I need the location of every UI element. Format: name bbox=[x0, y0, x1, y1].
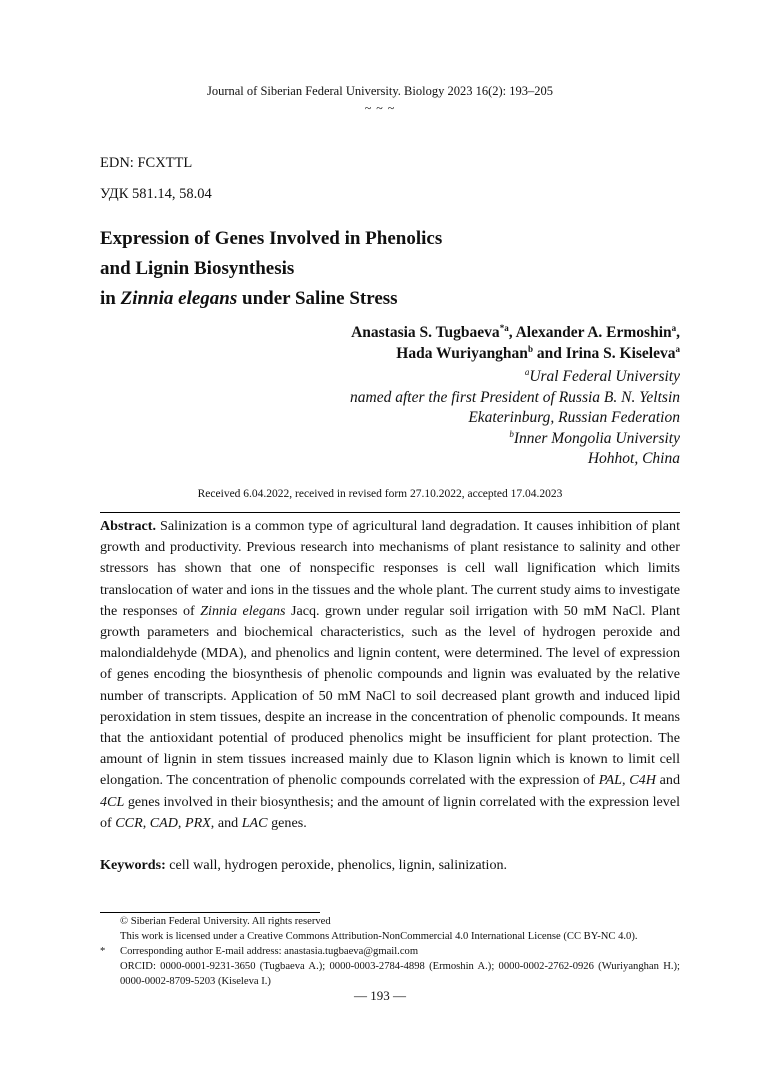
title-line-1: Expression of Genes Involved in Phenolics bbox=[100, 228, 443, 249]
abstract-paragraph bbox=[100, 516, 680, 834]
abstract-text: and bbox=[655, 772, 681, 789]
author-superscript: b bbox=[527, 343, 533, 354]
title-species: Zinnia elegans bbox=[120, 288, 238, 309]
author-name: Irina S. Kiseleva bbox=[565, 344, 676, 362]
journal-header: Journal of Siberian Federal University. Biology 2023 16(2): 193–205 bbox=[206, 84, 553, 98]
footnote-corresponding bbox=[100, 944, 680, 959]
abstract-text: , bbox=[177, 814, 185, 831]
keywords bbox=[100, 855, 680, 876]
author-superscript: a bbox=[675, 343, 680, 354]
keywords-label: Keywords: bbox=[100, 857, 166, 873]
footnote-text: Corresponding author E-mail address: anastasia.tugbaeva@gmail.com bbox=[120, 946, 419, 957]
abstract-text: Salinization is a common type of agricultural land degradation. It causes inhibition of plant growth and productivity. Previous research into mechanisms of plant resistance to salinity and other stressors has shown that one of nonspecific responses is cell wall lignification which limits translocation of water and ions in the tissues and the whole plant. The current study aims to investigate the responses of bbox=[100, 518, 680, 619]
author-separator: , bbox=[676, 324, 680, 341]
abstract-text: , and bbox=[210, 814, 242, 831]
title-line-2: and Lignin Biosynthesis bbox=[100, 258, 295, 279]
received-dates: Received 6.04.2022, received in revised form 27.10.2022, accepted 17.04.2023 bbox=[197, 488, 563, 500]
author-name: Anastasia S. Tugbaeva bbox=[351, 324, 500, 341]
affiliation-text: Inner Mongolia University bbox=[513, 429, 680, 447]
author-list bbox=[351, 323, 680, 364]
footnote-copyright: © Siberian Federal University. All rights reserved bbox=[120, 916, 331, 927]
gene-name: 4CL bbox=[100, 793, 125, 810]
authors-line-2 bbox=[351, 344, 680, 365]
abstract-text: , bbox=[142, 814, 150, 831]
affiliations bbox=[350, 367, 680, 470]
title-line-3 bbox=[100, 284, 442, 314]
keywords-text: cell wall, hydrogen peroxide, phenolics, lignin, salinization. bbox=[165, 857, 508, 873]
footnote-orcid: ORCID: 0000-0001-9231-3650 (Tugbaeva A.); 0000-0003-2784-4898 (Ermoshin A.); 0000-0002-2762-0926 (Wuriyanghan H.); 0000-0002-8709-5203 (Kiseleva I.) bbox=[120, 961, 680, 987]
edn-code: EDN: FCXTTL bbox=[100, 155, 193, 171]
affiliation-a-line-3: Ekaterinburg, Russian Federation bbox=[468, 409, 680, 426]
author-separator: and bbox=[532, 344, 566, 362]
author-superscript: *a bbox=[499, 322, 509, 333]
article-title bbox=[100, 224, 442, 314]
author-name: Alexander A. Ermoshin bbox=[515, 324, 672, 341]
abstract-species: Zinnia elegans bbox=[200, 602, 286, 619]
title-suffix: under Saline Stress bbox=[237, 288, 398, 309]
author-superscript: a bbox=[671, 322, 677, 333]
abstract-text: genes involved in their biosynthesis; and the amount of lignin correlated with the expression level of bbox=[100, 793, 680, 831]
author-separator: , bbox=[508, 324, 516, 341]
author-name: Hada Wuriyanghan bbox=[396, 344, 528, 362]
abstract-label: Abstract. bbox=[100, 518, 156, 534]
header-ornament: ~ ~ ~ bbox=[364, 101, 396, 115]
page-number: — 193 — bbox=[354, 988, 406, 1003]
authors-line-1 bbox=[351, 323, 680, 344]
footnotes bbox=[100, 914, 680, 989]
udk-code: УДК 581.14, 58.04 bbox=[100, 186, 212, 202]
gene-name: LAC bbox=[241, 814, 268, 831]
gene-name: C4H bbox=[629, 772, 656, 789]
abstract bbox=[100, 516, 680, 834]
gene-name: CAD bbox=[149, 814, 178, 831]
divider bbox=[100, 512, 680, 513]
abstract-text: , bbox=[621, 772, 630, 789]
affiliation-superscript: b bbox=[509, 428, 514, 439]
affiliation-a-line-2: named after the first President of Russia B. N. Yeltsin bbox=[350, 388, 680, 406]
affiliation-superscript: a bbox=[524, 366, 530, 377]
gene-name: CCR bbox=[115, 814, 143, 831]
abstract-text: genes. bbox=[267, 814, 307, 831]
affiliation-b-name bbox=[350, 429, 680, 450]
affiliation-b-line-2: Hohhot, China bbox=[587, 450, 680, 467]
footnote-license: This work is licensed under a Creative Commons Attribution-NonCommercial 4.0 International License (CC BY-NC 4.0). bbox=[120, 931, 638, 942]
gene-name: PRX bbox=[184, 814, 211, 831]
abstract-text: Jacq. grown under regular soil irrigation with 50 mM NaCl. Plant growth parameters and biochemical characteristics, such as the level of hydrogen peroxide and malondialdehyde (MDA), and phenolics and lignin content, were determined. The level of expression of genes encoding the biosynthesis of phenolic compounds and lignin was evaluated by the relative number of transcripts. Application of 50 mM NaCl to soil decreased plant growth and induced lipid peroxidation in stem tissues, despite an increase in the concentration of phenolic compounds. It means that the antioxidant potential of produced phenolics might be insufficient for plant protection. The amount of lignin in stem tissues increased mainly due to Klason lignin which is known to limit cell elongation. The concentration of phenolic compounds correlated with the expression of bbox=[100, 602, 681, 789]
title-prefix: in bbox=[100, 288, 121, 309]
affiliation-a-name bbox=[350, 367, 680, 388]
affiliation-text: Ural Federal University bbox=[529, 368, 680, 385]
footnote-divider bbox=[100, 912, 320, 913]
footnote-star: * bbox=[100, 946, 106, 957]
gene-name: PAL bbox=[598, 772, 622, 789]
